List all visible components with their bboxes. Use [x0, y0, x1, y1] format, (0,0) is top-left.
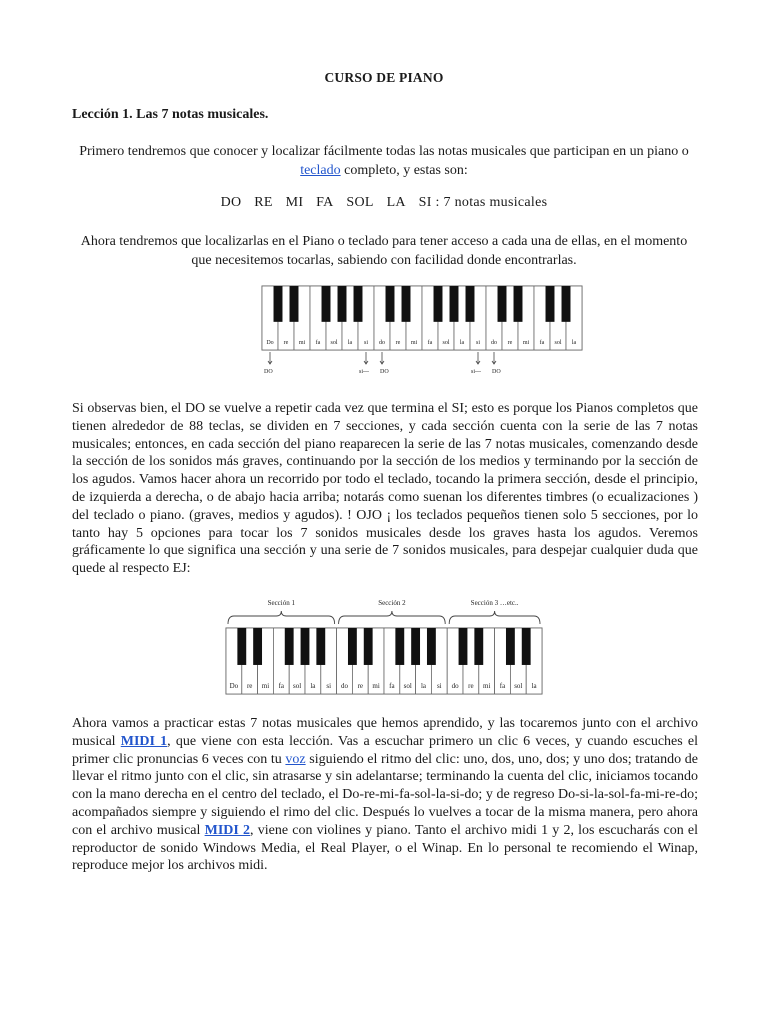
black-key — [459, 628, 468, 665]
key-label: do — [491, 340, 497, 346]
key-label: si — [363, 340, 369, 346]
black-key — [348, 628, 357, 665]
section-brace — [449, 611, 540, 624]
note-name: SI — [418, 195, 432, 210]
key-label: mi — [298, 340, 306, 346]
black-key — [466, 286, 475, 322]
black-key — [338, 286, 347, 322]
key-label: la — [310, 682, 316, 690]
key-label: fa — [278, 682, 285, 690]
black-key — [450, 286, 459, 322]
black-key — [301, 628, 310, 665]
black-key — [285, 628, 294, 665]
key-label: sol — [554, 340, 562, 346]
sections-paragraph: Si observas bien, el DO se vuelve a repetir cada vez que termina el SI; esto es porque los Pianos completos que tienen alrededor de 88 teclas, se dividen en 7 secciones, y cada sección cuenta con la serie de las 7 notas musicales; entonces, en cada sección del piano reaparecen la serie de las 7 notas musicales, comenzando desde la sección de los sonidos más graves, continuando por la sección de los medios y terminando por la sección de los agudos. Vamos hacer ahora un recorrido por todo el teclado, tocando la primera sección, desde el principio, de izquierda a derecha, o de abajo hacia arriba; notarás como suenan los diferentes timbres (o ecualizaciones ) del teclado o piano. (graves, medios y agudos). ! OJO ¡ los teclados pequeños tienen solo 5 secciones, por lo tanto hay 5 opciones para tocar los 7 sonidos musicales desde los graves hasta los agudos. Veremos gráficamente lo que significa una sección y una serie de 7 sonidos musicales, para despejar cualquier duda que quede al respecto EJ: — [72, 401, 698, 577]
key-label: sol — [293, 682, 302, 690]
note-name: SOL — [346, 195, 374, 210]
black-key — [364, 628, 373, 665]
black-key — [274, 286, 283, 322]
black-key — [498, 286, 507, 322]
key-label: sol — [330, 340, 338, 346]
locate-notes-paragraph: Ahora tendremos que localizarlas en el Piano o teclado para tener acceso a cada una de ellas, en el momento que necesitemos tocarlas, sabiendo con facilidad donde encontrarlas. — [80, 234, 688, 268]
black-key — [354, 286, 363, 322]
section-label: Sección 1 — [267, 599, 296, 607]
practice-text-4: , viene con violines y piano. Tanto el archivo midi 1 y 2, los escucharás con el reproductor de sonido Windows Media, el Real Player, o el Winap. En lo personal te recomiendo el Winap, reproduce mejor los archivos midi. — [72, 822, 698, 874]
marker-label: DO — [264, 369, 273, 375]
key-label: sol — [514, 682, 523, 690]
section-label: Sección 3 …etc.. — [470, 599, 519, 607]
key-label: la — [459, 340, 465, 346]
keyboard-diagram-2 — [224, 594, 546, 696]
page-title: CURSO DE PIANO — [324, 70, 444, 85]
black-key — [402, 286, 411, 322]
midi-1-link[interactable]: MIDI 1 — [120, 733, 168, 749]
key-label: fa — [539, 340, 545, 346]
black-key — [386, 286, 395, 322]
note-name: RE — [254, 195, 273, 210]
key-label: si — [436, 682, 442, 690]
black-key — [522, 628, 531, 665]
black-key — [395, 628, 404, 665]
practice-text-3: siguiendo el ritmo del clic: uno, dos, uno, dos; y uno dos; tratando de llevar el ritmo junto con el clic, sin atrasarse y sin adelantarse; terminando la cuenta del clic, iniciamos tocando con la mano derecha en el centro del teclado, el Do-re-mi-fa-sol-la-si-do; y de regreso Do-si-la-sol-fa-mi-re-do; acompañados siempre y siguiendo el rimo del clic. Después lo vuelves a tocar de la misma manera, pero ahora con el archivo musical — [72, 751, 698, 838]
black-key — [427, 628, 436, 665]
note-name: DO — [220, 195, 242, 210]
key-label: la — [347, 340, 353, 346]
key-label: sol — [442, 340, 450, 346]
black-key — [546, 286, 555, 322]
practice-text-2: , que viene con esta lección. Vas a escuchar primero un clic 6 veces, y cuando escuches el primer clic pronuncias 6 veces con tu — [72, 733, 698, 767]
key-label: la — [420, 682, 427, 690]
key-label: do — [451, 682, 459, 690]
section-label: Sección 2 — [378, 599, 406, 607]
intro-paragraph — [72, 142, 696, 180]
key-label: mi — [483, 682, 491, 690]
marker-label: DO — [492, 369, 501, 375]
intro-text-before: Primero tendremos que conocer y localizar fácilmente todas las notas musicales que participan en un piano o — [79, 144, 689, 159]
key-label: re — [357, 682, 364, 690]
section-brace — [228, 611, 335, 624]
key-label: la — [571, 340, 577, 346]
black-key — [474, 628, 483, 665]
black-key — [237, 628, 246, 665]
marker-label: si--- — [359, 369, 369, 375]
keyboard-diagram-1 — [260, 284, 586, 376]
key-label: si — [326, 682, 332, 690]
black-key — [316, 628, 325, 665]
black-key — [253, 628, 262, 665]
note-name: FA — [316, 195, 334, 210]
practice-paragraph — [72, 715, 698, 875]
key-label: la — [531, 682, 537, 690]
marker-label: si--- — [471, 369, 481, 375]
key-label: fa — [499, 682, 506, 690]
key-label: mi — [261, 682, 270, 690]
key-label: re — [468, 682, 474, 690]
key-label: fa — [427, 340, 433, 346]
notes-suffix: : 7 notas musicales — [435, 195, 548, 210]
key-label: mi — [410, 340, 418, 346]
section-brace — [339, 611, 446, 624]
lesson-title: Lección 1. Las 7 notas musicales. — [72, 107, 269, 122]
key-label: do — [379, 340, 385, 346]
black-key — [290, 286, 299, 322]
teclado-link[interactable]: teclado — [300, 163, 341, 178]
key-label: mi — [522, 340, 530, 346]
practice-text-1: Ahora vamos a practicar estas 7 notas musicales que hemos aprendido, y las tocaremos junto con el archivo musical — [72, 716, 698, 749]
key-label: do — [341, 682, 348, 690]
marker-label: DO — [380, 369, 389, 375]
key-label: Do — [266, 340, 274, 346]
note-name: MI — [285, 195, 304, 210]
intro-text-after: completo, y estas son: — [340, 163, 468, 178]
voz-link[interactable]: voz — [285, 751, 306, 767]
note-name: LA — [386, 195, 406, 210]
key-label: fa — [389, 682, 395, 690]
key-label: re — [246, 682, 253, 690]
key-label: re — [283, 340, 289, 346]
black-key — [411, 628, 420, 665]
black-key — [562, 286, 571, 322]
key-label: Do — [229, 682, 239, 690]
black-key — [322, 286, 331, 322]
black-key — [506, 628, 515, 665]
key-label: fa — [315, 340, 321, 346]
black-key — [514, 286, 523, 322]
notes-list-line — [0, 195, 768, 211]
black-key — [434, 286, 443, 322]
key-label: mi — [372, 682, 380, 690]
key-label: re — [507, 340, 513, 346]
midi-2-link[interactable]: MIDI 2 — [204, 822, 251, 838]
key-label: sol — [403, 682, 412, 690]
key-label: si — [475, 340, 481, 346]
key-label: re — [395, 340, 401, 346]
